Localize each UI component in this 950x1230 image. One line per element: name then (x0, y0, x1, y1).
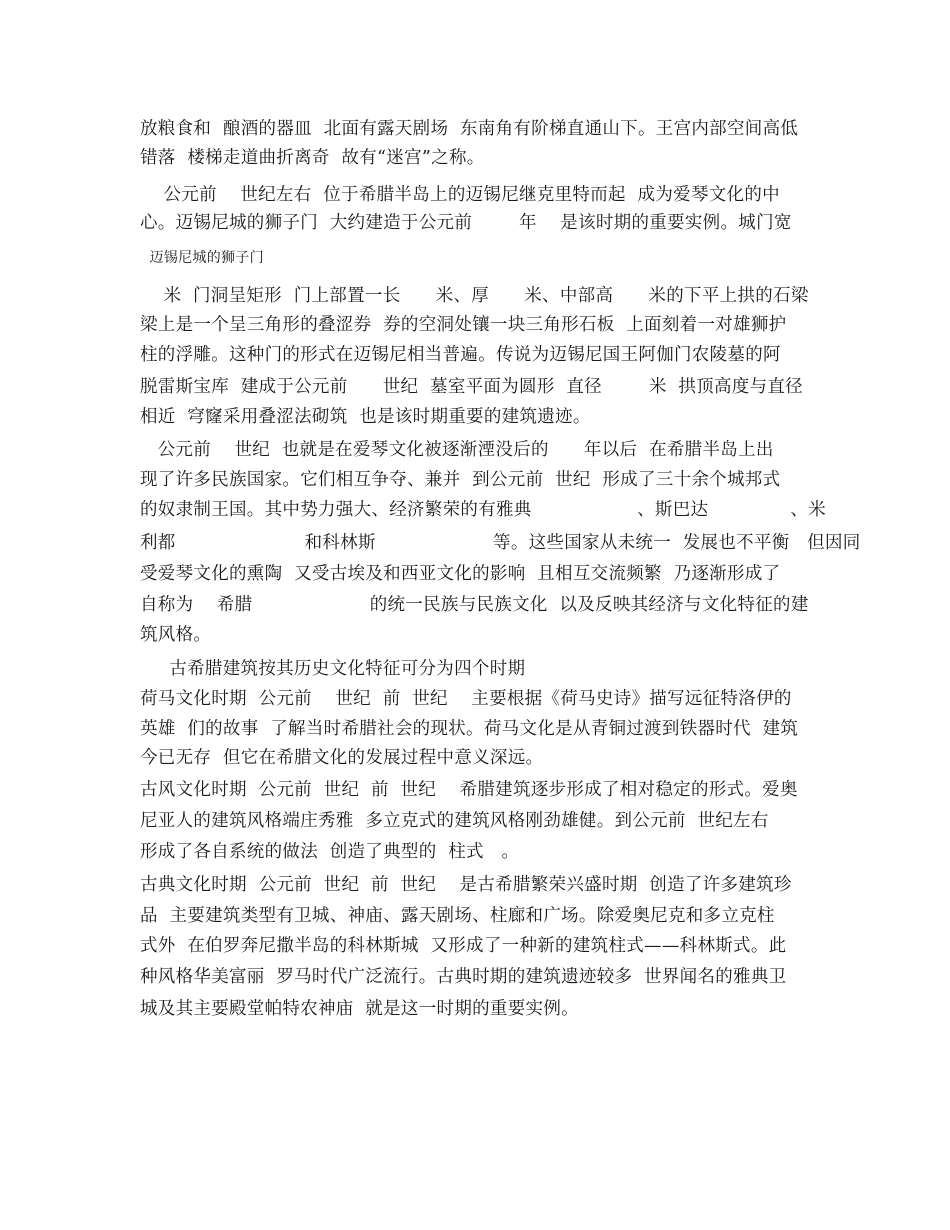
text-line: 公元前 世纪左右 位于希腊半岛上的迈锡尼继克里特而起 成为爱琴文化的中 (140, 185, 780, 205)
text-line: 受爱琴文化的熏陶 又受古埃及和西亚文化的影响 且相互交流频繁 乃逐渐形成了 (140, 564, 781, 584)
text-line: 心。迈锡尼城的狮子门 大约建造于公元前 年 是该时期的重要实例。城门宽 (140, 213, 792, 233)
text-line: 尼亚人的建筑风格端庄秀雅 多立克式的建筑风格刚劲雄健。到公元前 世纪左右 (140, 811, 769, 831)
figure-caption: 迈锡尼城的狮子门 (140, 250, 264, 266)
text-line: 种风格华美富丽 罗马时代广泛流行。古典时期的建筑遗迹较多 世界闻名的雅典卫 (140, 967, 787, 987)
text-line: 荷马文化时期 公元前 世纪 前 世纪 主要根据《荷马史诗》描写远征特洛伊的 (140, 689, 792, 709)
text-line: 城及其主要殿堂帕特农神庙 就是这一时期的重要实例。 (140, 999, 579, 1019)
text-line: 公元前 世纪 也就是在爱琴文化被逐渐湮没后的 年以后 在希腊半岛上出 (140, 440, 774, 460)
text-line: 筑风格。 (140, 625, 212, 645)
text-line: 形成了各自系统的做法 创造了典型的 柱式 。 (140, 842, 520, 862)
text-line: 品 主要建筑类型有卫城、神庙、露天剧场、柱廊和广场。除爱奥尼克和多立克柱 (140, 906, 775, 926)
text-line: 梁上是一个呈三角形的叠涩券 券的空洞处镶一块三角形石板 上面刻着一对雄狮护 (140, 315, 787, 335)
text-line: 利都 和科林斯 等。这些国家从未统一 发展也不平衡 但因同 (140, 533, 861, 553)
text-line: 现了许多民族国家。它们相互争夺、兼并 到公元前 世纪 形成了三十余个城邦式 (140, 470, 781, 490)
text-line: 错落 楼梯走道曲折离奇 故有“迷宫”之称。 (140, 148, 485, 168)
text-line: 式外 在伯罗奔尼撒半岛的科林斯城 又形成了一种新的建筑柱式——科林斯式。此 (140, 936, 787, 956)
text-line: 米 门洞呈矩形 门上部置一长 米、厚 米、中部高 米的下平上拱的石梁 (140, 286, 809, 306)
text-line: 相近 穹窿采用叠涩法砌筑 也是该时期重要的建筑遗迹。 (140, 407, 591, 427)
text-line: 今已无存 但它在希腊文化的发展过程中意义深远。 (140, 748, 544, 768)
text-line: 自称为 希腊 的统一民族与民族文化 以及反映其经济与文化特征的建 (140, 595, 809, 615)
text-line: 柱的浮雕。这种门的形式在迈锡尼相当普遍。传说为迈锡尼国王阿伽门农陵墓的阿 (140, 345, 781, 365)
text-line: 古典文化时期 公元前 世纪 前 世纪 是古希腊繁荣兴盛时期 创造了许多建筑珍 (140, 875, 792, 895)
text-line: 的奴隶制王国。其中势力强大、经济繁荣的有雅典 、斯巴达 、米 (140, 500, 827, 520)
text-line: 古风文化时期 公元前 世纪 前 世纪 希腊建筑逐步形成了相对稳定的形式。爱奥 (140, 780, 798, 800)
text-line: 脱雷斯宝库 建成于公元前 世纪 墓室平面为圆形 直径 米 拱顶高度与直径 (140, 377, 803, 397)
section-heading: 古希腊建筑按其历史文化特征可分为四个时期 (140, 659, 526, 679)
text-line: 放粮食和 酿酒的器皿 北面有露天剧场 东南角有阶梯直通山下。王宫内部空间高低 (140, 119, 799, 139)
text-line: 英雄 们的故事 了解当时希腊社会的现状。荷马文化是从青铜过渡到铁器时代 建筑 (140, 719, 799, 739)
